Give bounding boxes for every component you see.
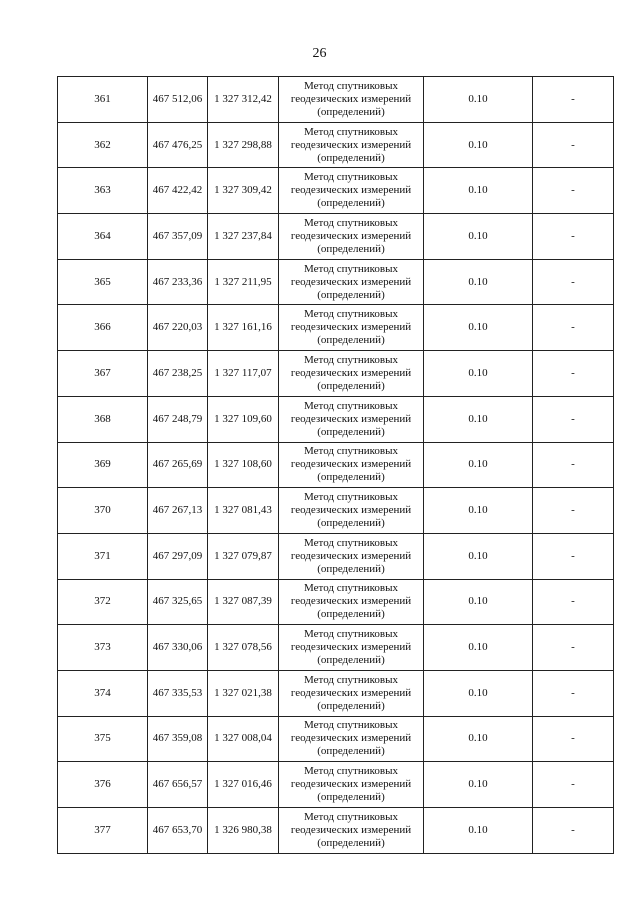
point-number-cell: 376 (58, 762, 148, 808)
note-cell: - (533, 716, 614, 762)
method-cell: Метод спутниковых геодезических измерений (определений) (279, 259, 424, 305)
table-row (58, 305, 614, 351)
method-cell: Метод спутниковых геодезических измерений (определений) (279, 214, 424, 260)
x-coordinate-cell: 467 476,25 (148, 122, 208, 168)
point-number-cell: 369 (58, 442, 148, 488)
note-cell: - (533, 214, 614, 260)
table-row (58, 762, 614, 808)
x-coordinate-cell: 467 267,13 (148, 488, 208, 534)
note-cell: - (533, 168, 614, 214)
note-cell: - (533, 762, 614, 808)
x-coordinate-cell: 467 512,06 (148, 77, 208, 123)
page-number: 26 (312, 46, 327, 61)
note-cell: - (533, 122, 614, 168)
method-cell: Метод спутниковых геодезических измерений (определений) (279, 625, 424, 671)
point-number-cell: 362 (58, 122, 148, 168)
table-row (58, 716, 614, 762)
point-number-cell: 366 (58, 305, 148, 351)
accuracy-cell: 0.10 (424, 168, 533, 214)
y-coordinate-cell: 1 327 211,95 (208, 259, 279, 305)
note-cell: - (533, 396, 614, 442)
note-cell: - (533, 442, 614, 488)
point-number-cell: 370 (58, 488, 148, 534)
y-coordinate-cell: 1 327 117,07 (208, 351, 279, 397)
accuracy-cell: 0.10 (424, 305, 533, 351)
note-cell: - (533, 579, 614, 625)
x-coordinate-cell: 467 653,70 (148, 808, 208, 854)
x-coordinate-cell: 467 357,09 (148, 214, 208, 260)
y-coordinate-cell: 1 327 087,39 (208, 579, 279, 625)
y-coordinate-cell: 1 327 237,84 (208, 214, 279, 260)
accuracy-cell: 0.10 (424, 122, 533, 168)
table-row (58, 77, 614, 123)
method-cell: Метод спутниковых геодезических измерений (определений) (279, 168, 424, 214)
table-row (58, 625, 614, 671)
x-coordinate-cell: 467 248,79 (148, 396, 208, 442)
table-row (58, 808, 614, 854)
x-coordinate-cell: 467 233,36 (148, 259, 208, 305)
y-coordinate-cell: 1 327 081,43 (208, 488, 279, 534)
note-cell: - (533, 77, 614, 123)
point-number-cell: 373 (58, 625, 148, 671)
point-number-cell: 375 (58, 716, 148, 762)
method-cell: Метод спутниковых геодезических измерений (определений) (279, 488, 424, 534)
note-cell: - (533, 305, 614, 351)
x-coordinate-cell: 467 330,06 (148, 625, 208, 671)
x-coordinate-cell: 467 422,42 (148, 168, 208, 214)
point-number-cell: 363 (58, 168, 148, 214)
method-cell: Метод спутниковых геодезических измерений (определений) (279, 305, 424, 351)
x-coordinate-cell: 467 656,57 (148, 762, 208, 808)
method-cell: Метод спутниковых геодезических измерений (определений) (279, 122, 424, 168)
point-number-cell: 372 (58, 579, 148, 625)
y-coordinate-cell: 1 327 312,42 (208, 77, 279, 123)
method-cell: Метод спутниковых геодезических измерений (определений) (279, 762, 424, 808)
method-cell: Метод спутниковых геодезических измерений (определений) (279, 808, 424, 854)
accuracy-cell: 0.10 (424, 808, 533, 854)
y-coordinate-cell: 1 327 079,87 (208, 533, 279, 579)
x-coordinate-cell: 467 220,03 (148, 305, 208, 351)
note-cell: - (533, 625, 614, 671)
y-coordinate-cell: 1 327 298,88 (208, 122, 279, 168)
y-coordinate-cell: 1 327 108,60 (208, 442, 279, 488)
table-row (58, 214, 614, 260)
table-row (58, 670, 614, 716)
note-cell: - (533, 351, 614, 397)
accuracy-cell: 0.10 (424, 396, 533, 442)
coordinates-table-body (58, 77, 614, 854)
x-coordinate-cell: 467 297,09 (148, 533, 208, 579)
method-cell: Метод спутниковых геодезических измерений (определений) (279, 351, 424, 397)
point-number-cell: 371 (58, 533, 148, 579)
coordinates-table (57, 76, 614, 854)
y-coordinate-cell: 1 327 309,42 (208, 168, 279, 214)
method-cell: Метод спутниковых геодезических измерений (определений) (279, 579, 424, 625)
accuracy-cell: 0.10 (424, 259, 533, 305)
note-cell: - (533, 670, 614, 716)
y-coordinate-cell: 1 327 021,38 (208, 670, 279, 716)
point-number-cell: 374 (58, 670, 148, 716)
accuracy-cell: 0.10 (424, 442, 533, 488)
accuracy-cell: 0.10 (424, 533, 533, 579)
y-coordinate-cell: 1 327 161,16 (208, 305, 279, 351)
table-row (58, 396, 614, 442)
accuracy-cell: 0.10 (424, 762, 533, 808)
y-coordinate-cell: 1 327 016,46 (208, 762, 279, 808)
table-row (58, 168, 614, 214)
accuracy-cell: 0.10 (424, 579, 533, 625)
method-cell: Метод спутниковых геодезических измерений (определений) (279, 442, 424, 488)
accuracy-cell: 0.10 (424, 625, 533, 671)
table-row (58, 533, 614, 579)
x-coordinate-cell: 467 238,25 (148, 351, 208, 397)
y-coordinate-cell: 1 326 980,38 (208, 808, 279, 854)
accuracy-cell: 0.10 (424, 716, 533, 762)
x-coordinate-cell: 467 325,65 (148, 579, 208, 625)
accuracy-cell: 0.10 (424, 351, 533, 397)
point-number-cell: 368 (58, 396, 148, 442)
accuracy-cell: 0.10 (424, 77, 533, 123)
y-coordinate-cell: 1 327 008,04 (208, 716, 279, 762)
x-coordinate-cell: 467 265,69 (148, 442, 208, 488)
note-cell: - (533, 488, 614, 534)
table-row (58, 259, 614, 305)
accuracy-cell: 0.10 (424, 488, 533, 534)
table-row (58, 579, 614, 625)
table-row (58, 442, 614, 488)
method-cell: Метод спутниковых геодезических измерений (определений) (279, 396, 424, 442)
y-coordinate-cell: 1 327 109,60 (208, 396, 279, 442)
table-row (58, 351, 614, 397)
y-coordinate-cell: 1 327 078,56 (208, 625, 279, 671)
accuracy-cell: 0.10 (424, 214, 533, 260)
note-cell: - (533, 808, 614, 854)
method-cell: Метод спутниковых геодезических измерений (определений) (279, 716, 424, 762)
accuracy-cell: 0.10 (424, 670, 533, 716)
x-coordinate-cell: 467 359,08 (148, 716, 208, 762)
point-number-cell: 367 (58, 351, 148, 397)
point-number-cell: 377 (58, 808, 148, 854)
point-number-cell: 364 (58, 214, 148, 260)
note-cell: - (533, 259, 614, 305)
note-cell: - (533, 533, 614, 579)
method-cell: Метод спутниковых геодезических измерений (определений) (279, 533, 424, 579)
table-row (58, 488, 614, 534)
table-row (58, 122, 614, 168)
method-cell: Метод спутниковых геодезических измерений (определений) (279, 670, 424, 716)
point-number-cell: 361 (58, 77, 148, 123)
x-coordinate-cell: 467 335,53 (148, 670, 208, 716)
method-cell: Метод спутниковых геодезических измерений (определений) (279, 77, 424, 123)
point-number-cell: 365 (58, 259, 148, 305)
